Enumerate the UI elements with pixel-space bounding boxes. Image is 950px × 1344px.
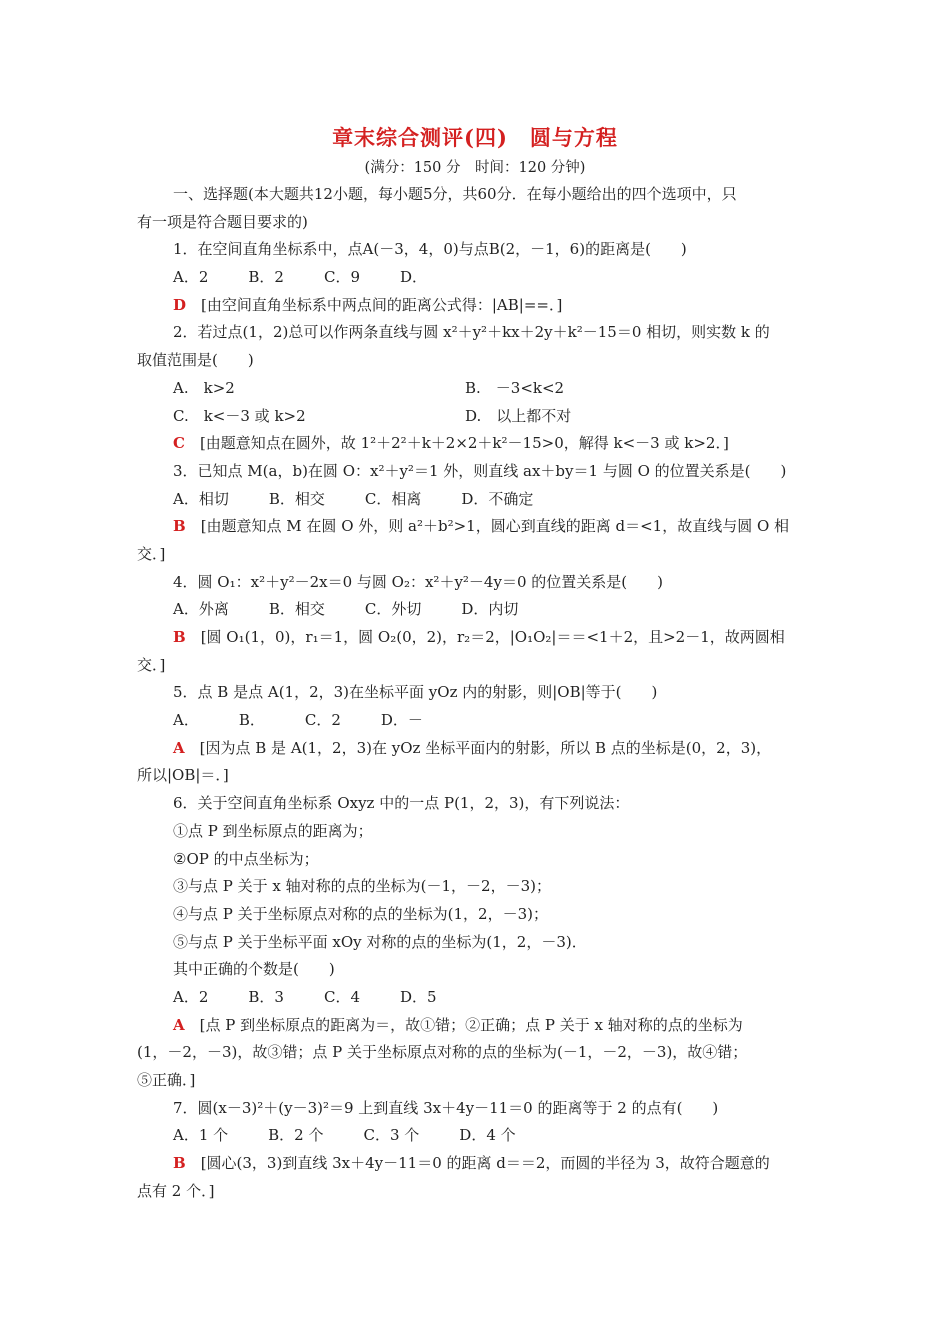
- option-row: [137, 596, 817, 624]
- option-item: A．相切: [173, 489, 229, 508]
- text-line: 点有 2 个．]: [137, 1181, 215, 1200]
- answer-explanation: [圆 O₁(1，0)，r₁＝1，圆 O₂(0，2)，r₂＝2，|O₁O₂|＝＝<1＋2，且>2－1，故两圆相: [185, 628, 785, 646]
- answer-line: [137, 735, 817, 763]
- answer-explanation: [由空间直角坐标系中两点间的距离公式得：|AB|==．]: [186, 295, 563, 314]
- answer-explanation: [由题意知点在圆外，故 1²＋2²＋k＋2×2＋k²－15>0，解得 k<－3 或 k>2．]: [184, 434, 729, 453]
- option-row: [137, 707, 817, 735]
- option-row: [137, 375, 817, 403]
- answer-explanation: [由题意知点 M 在圆 O 外，则 a²＋b²>1，圆心到直线的距离 d＝<1，故直线与圆 O 相: [185, 517, 790, 536]
- text-line: 2．若过点(1，2)总可以作两条直线与圆 x²＋y²＋kx＋2y＋k²－15＝0 相切，则实数 k 的: [173, 323, 770, 342]
- answer-line: [137, 1150, 817, 1178]
- text-line: 有一项是符合题目要求的): [137, 212, 308, 231]
- answer-line: [137, 624, 817, 652]
- answer-letter: C: [173, 434, 185, 453]
- option-item: D．不确定: [461, 489, 534, 508]
- text-line: 6．关于空间直角坐标系 Oxyz 中的一点 P(1，2，3)，有下列说法：: [173, 794, 630, 813]
- option-row: [137, 403, 817, 431]
- option-item: B．相交: [268, 489, 325, 508]
- text-line: 4．圆 O₁：x²＋y²－2x＝0 与圆 O₂：x²＋y²－4y＝0 的位置关系是( ): [173, 572, 663, 591]
- option-item: B．2: [248, 268, 284, 287]
- option-row: [137, 486, 817, 514]
- text-line: 7．圆(x－3)²＋(y－3)²＝9 上到直线 3x＋4y－11＝0 的距离等于 2 的点有( ): [173, 1098, 719, 1117]
- option-item: D．5: [400, 987, 437, 1006]
- option-row: [137, 1122, 817, 1150]
- document-subtitle: (满分：150 分 时间：120 分钟): [364, 160, 586, 176]
- option-item: D. 以上都不对: [465, 406, 572, 425]
- text-line: ⑤与点 P 关于坐标平面 xOy 对称的点的坐标为(1，2，－3)．: [173, 932, 587, 951]
- answer-explanation: [因为点 B 是 A(1，2，3)在 yOz 坐标平面内的射影，所以 B 点的坐标是(0，2，3)，: [184, 738, 772, 757]
- option-item: B．2 个: [268, 1126, 324, 1145]
- text-line: (1，－2，－3)，故③错；点 P 关于坐标原点对称的点的坐标为(－1，－2，－3)，故④错；: [137, 1043, 748, 1062]
- answer-explanation: [点 P 到坐标原点的距离为＝，故①错；②正确；点 P 关于 x 轴对称的点的坐标为: [184, 1015, 743, 1034]
- document-title: 章末综合测评(四) 圆与方程: [332, 125, 618, 150]
- option-item: A．1 个: [173, 1126, 229, 1145]
- option-item: C．2: [304, 711, 341, 730]
- answer-letter: A: [173, 1015, 185, 1034]
- option-item: D．4 个: [459, 1126, 516, 1145]
- option-item: A．2: [173, 987, 209, 1006]
- text-line: 3．已知点 M(a，b)在圆 O：x²＋y²＝1 外，则直线 ax＋by＝1 与圆 O 的位置关系是( ): [173, 461, 787, 480]
- option-item: C．相离: [364, 489, 422, 508]
- option-item: A. k>2: [173, 378, 235, 397]
- option-item: C．外切: [364, 600, 422, 619]
- option-item: D．: [400, 268, 428, 287]
- text-line: ③与点 P 关于 x 轴对称的点的坐标为(－1，－2，－3)；: [173, 877, 551, 896]
- text-line: 1．在空间直角坐标系中，点A(－3，4，0)与点B(2，－1，6)的距离是( ): [173, 240, 687, 259]
- text-line: 其中正确的个数是( ): [173, 960, 335, 979]
- option-item: D．内切: [461, 600, 519, 619]
- answer-letter: A: [173, 738, 185, 757]
- option-row: [137, 264, 817, 292]
- text-line: 一、选择题(本大题共12小题，每小题5分，共60分．在每小题给出的四个选项中，只: [173, 185, 737, 203]
- text-line: 5．点 B 是点 A(1，2，3)在坐标平面 yOz 内的射影，则|OB|等于( ): [173, 683, 658, 702]
- answer-line: [137, 1012, 817, 1040]
- answer-letter: B: [173, 517, 186, 536]
- option-item: A．外离: [173, 600, 229, 619]
- option-item: B．相交: [268, 600, 325, 619]
- text-line: 所以|OB|＝．]: [137, 766, 229, 785]
- answer-letter: B: [173, 1154, 186, 1173]
- answer-explanation: [圆心(3，3)到直线 3x＋4y－11＝0 的距离 d＝＝2，而圆的半径为 3，故符合题意的: [185, 1154, 770, 1173]
- option-item: C．4: [323, 987, 360, 1006]
- option-item: C．9: [323, 268, 360, 287]
- answer-letter: B: [173, 628, 186, 646]
- option-row: [137, 984, 817, 1012]
- option-item: A．2: [173, 268, 209, 287]
- text-line: 取值范围是( ): [137, 351, 254, 370]
- option-item: A．: [173, 711, 199, 730]
- answer-line: [137, 513, 817, 541]
- answer-line: [137, 292, 817, 320]
- document-body: [137, 181, 817, 1205]
- text-line: ⑤正确．]: [137, 1071, 196, 1089]
- option-item: B．3: [248, 987, 284, 1006]
- option-item: C. k<－3 或 k>2: [173, 406, 306, 425]
- text-line: 交．]: [137, 655, 166, 674]
- option-item: C．3 个: [363, 1126, 420, 1145]
- answer-line: [137, 430, 817, 458]
- text-line: ②OP 的中点坐标为；: [173, 849, 319, 868]
- answer-letter: D: [173, 295, 187, 314]
- option-item: B．: [238, 711, 265, 730]
- text-line: ①点 P 到坐标原点的距离为；: [173, 821, 373, 840]
- text-line: 交．]: [137, 544, 166, 563]
- text-line: ④与点 P 关于坐标原点对称的点的坐标为(1，2，－3)；: [173, 904, 548, 923]
- option-item: D．－: [380, 711, 423, 730]
- option-item: B. －3<k<2: [465, 378, 565, 397]
